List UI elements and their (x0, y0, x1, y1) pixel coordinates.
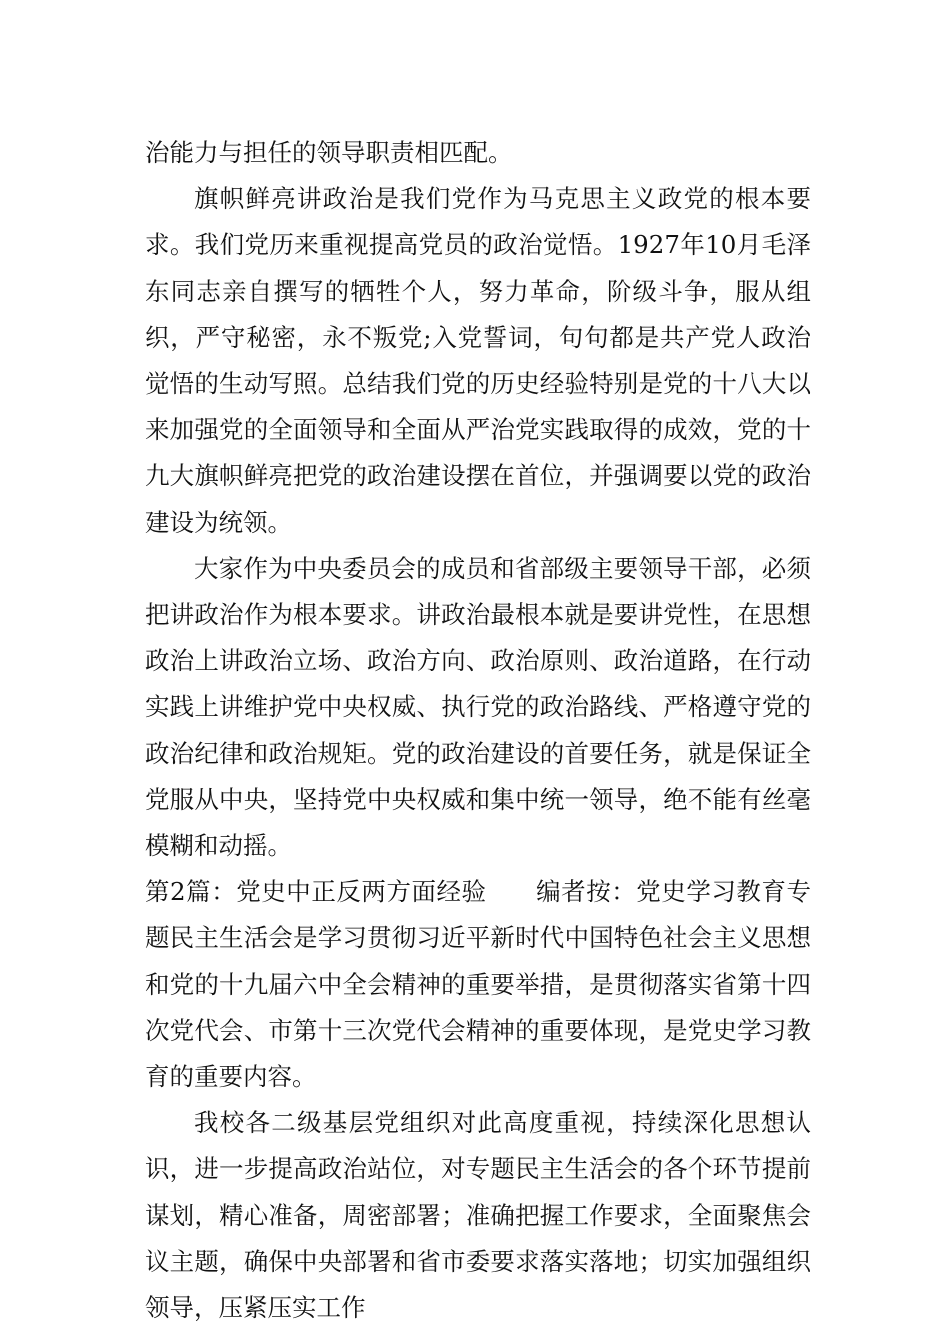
paragraph-leadership-requirement: 大家作为中央委员会的成员和省部级主要领导干部，必须把讲政治作为根本要求。讲政治最根本就是要讲党性，在思想政治上讲政治立场、政治方向、政治原则、政治道路，在行动实践上讲维护党中央权威、执行党的政治路线、严格遵守党的政治纪律和政治规矩。党的政治建设的首要任务，就是保证全党服从中央，坚持党中央权威和集中统一领导，绝不能有丝毫模糊和动摇。 (145, 553, 811, 861)
paragraph-continuation: 治能力与担任的领导职责相匹配。 (145, 138, 513, 167)
editor-note: 编者按：党史学习教育专题民主生活会是学习贯彻习近平新时代中国特色社会主义思想和党的十九届六中全会精神的重要举措，是贯彻落实省第十四次党代会、市第十三次党代会精神的重要体现，是党史学习教育的重要内容。 (145, 877, 811, 1092)
section-title: 第2篇：党史中正反两方面经验 (145, 877, 487, 907)
paragraph-political-flag: 旗帜鲜亮讲政治是我们党作为马克思主义政党的根本要求。我们党历来重视提高党员的政治觉悟。1927年10月毛泽东同志亲自撰写的牺牲个人，努力革命，阶级斗争，服从组织，严守秘密，永不叛党;入党誓词，句句都是共产党人政治觉悟的生动写照。总结我们党的历史经验特别是党的十八大以来加强党的全面领导和全面从严治党实践取得的成效，党的十九大旗帜鲜亮把党的政治建设摆在首位，并强调要以党的政治建设为统领。 (145, 184, 811, 537)
section-heading-paragraph (145, 869, 811, 1100)
document-page (145, 130, 811, 1331)
paragraph-school-organizations: 我校各二级基层党组织对此高度重视，持续深化思想认识，进一步提高政治站位，对专题民主生活会的各个环节提前谋划，精心准备，周密部署；准确把握工作要求，全面聚焦会议主题，确保中央部署和省市委要求落实落地；切实加强组织领导，压紧压实工作 (145, 1108, 811, 1323)
